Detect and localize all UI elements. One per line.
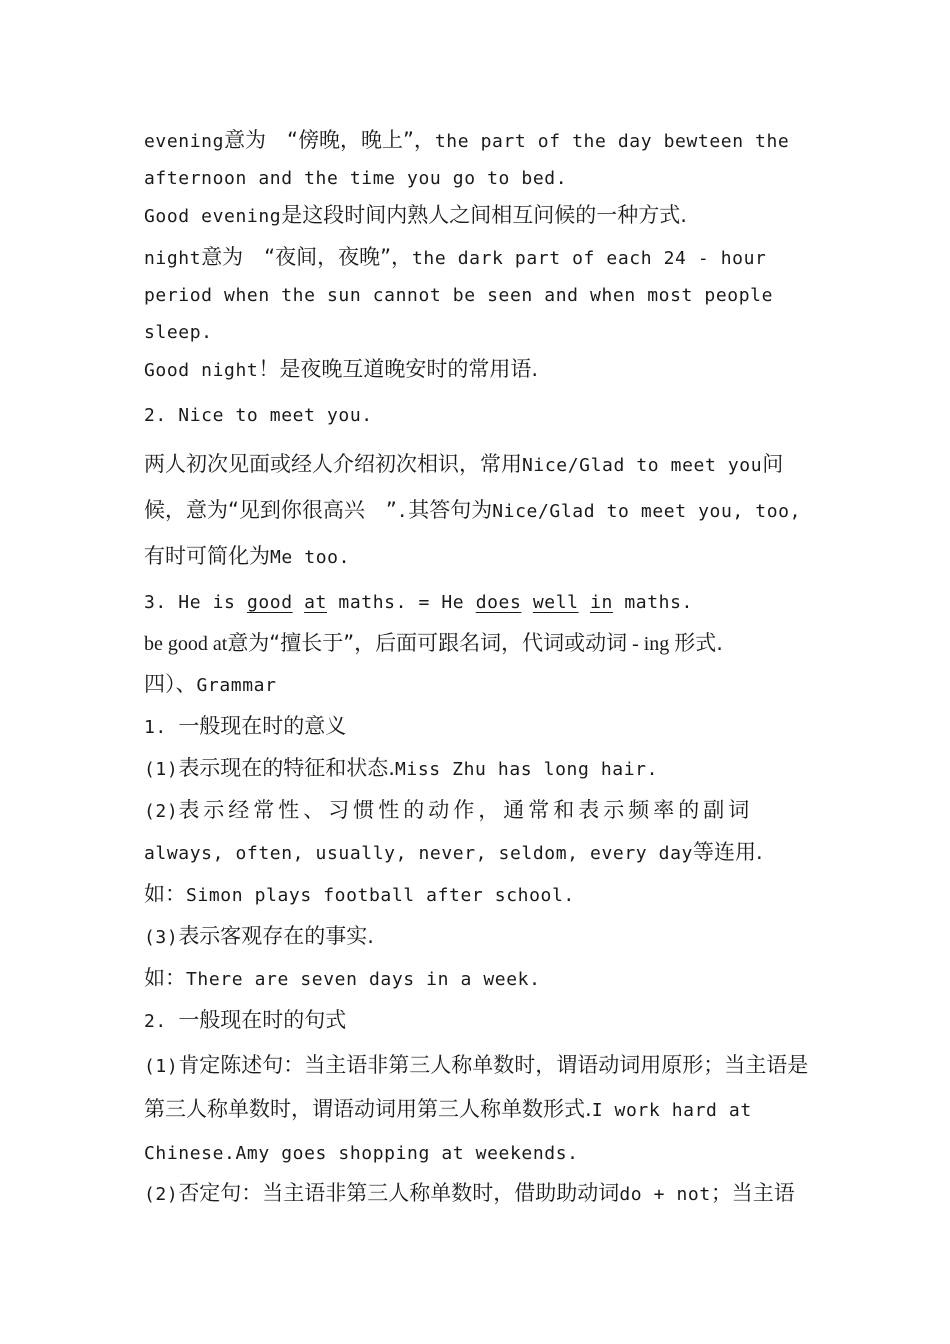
heading-present-meaning [144,708,810,746]
text-cjk: 表示现在的特征和状态. [178,756,395,780]
text-en: do + not [619,1184,711,1205]
text-cjk: 如： [144,882,186,906]
text-cjk: 一般现在时的意义 [178,714,347,738]
text-en: maths. [612,592,693,613]
example-sentence: Miss Zhu has long hair. [395,759,659,780]
text-cjk: ；当主语 [710,1181,795,1205]
example-sentence: There are seven days in a week. [186,969,541,990]
paragraph-negative [144,1175,810,1213]
underlined-in: in [590,592,613,613]
heading-present-forms [144,1002,810,1040]
space [521,592,532,613]
text-cjk: 肯定陈述句：当主语非第三人称单数时，谓语动词用原形；当主语是第三人称单数时，谓语动词用第三人称单数形式. [144,1053,809,1121]
text-cjk: 意为 “傍晚，晚上”， [224,128,435,152]
text-en: 3. He is [144,592,247,613]
document-page [144,122,810,1213]
text-cjk: 意为“擅长于”，后面可跟名词，代词或动词 [227,631,628,655]
text-en: (3) [144,927,179,948]
text-en: 1. [144,717,179,738]
text-cjk: 形式. [674,631,723,655]
text-cjk: 如： [144,966,186,990]
term-good-evening: Good evening [144,206,282,227]
heading-nice-to-meet-you [144,397,810,434]
text-cjk: 表示经常性、习惯性的动作，通常和表示频率的副词 [178,798,754,822]
underlined-at: at [304,592,327,613]
text-cjk: 等连用. [692,840,763,864]
text-en: Grammar [196,675,277,696]
paragraph-evening [144,122,810,197]
paragraph-affirmative [144,1044,810,1175]
adverb-list: always, often, usually, never, seldom, every day [144,843,693,864]
text-cjk: 意为 “夜间，夜晚”， [201,245,412,269]
space [579,592,590,613]
definition-night: the dark part of each 24 - hour period when the sun cannot be seen and when most people sleep. [144,248,774,343]
definition-evening: the part of the day bewteen the afternoon and the time you go to bed. [144,131,790,189]
section-heading-grammar [144,666,810,704]
text-cjk: 一般现在时的句式 [178,1008,347,1032]
example-simon [144,876,810,914]
paragraph-be-good-at [144,625,810,662]
paragraph-night [144,239,810,351]
paragraph-frequency-adverbs [144,834,810,872]
text-cjk: 问候，意为“见到你很高兴 ” [144,452,784,522]
paragraph-good-evening [144,197,810,235]
text-cjk: 是这段时间内熟人之间相互问候的一种方式. [281,203,687,227]
paragraph-nice-to-meet-you [144,442,810,580]
underlined-does: does [475,592,522,613]
text-en: Nice/Glad to meet you [522,455,763,476]
term-be-good-at: be good at [144,633,228,655]
text-cjk: 表示客观存在的事实. [178,924,374,948]
heading-good-at [144,584,810,621]
text-en: Nice/Glad to meet you, too, [492,501,801,522]
text-en: (2) [144,801,179,822]
space [293,592,304,613]
underlined-well: well [532,592,579,613]
paragraph-meaning-2 [144,792,810,830]
text-cjk: 两人初次见面或经人介绍初次相识，常用 [144,452,522,476]
text-cjk: 其答句为 [408,498,493,522]
text-en: (2) [144,1184,179,1205]
term-night: night [144,248,202,269]
example-sentence: Simon plays football after school. [186,885,575,906]
text-en: 2. Nice to meet you. [144,405,373,426]
example-sentence: I work hard at Chinese.Amy goes shopping at weekends. [144,1100,752,1164]
text-en: 2. [144,1011,179,1032]
text-cjk: 四）、 [144,672,197,696]
text-en: (1) [144,1056,179,1077]
paragraph-good-night [144,351,810,389]
underlined-good: good [246,592,293,613]
term-evening: evening [144,131,225,152]
example-seven-days [144,960,810,998]
paragraph-meaning-1 [144,750,810,788]
text-cjk: 否定句：当主语非第三人称单数时，借助助动词 [178,1181,620,1205]
text-en: Me too. [270,547,351,568]
paragraph-meaning-3 [144,918,810,956]
text-en: maths. = He [327,592,476,613]
text-en: . [396,501,409,522]
text-en: (1) [144,759,179,780]
term-good-night: Good night [144,360,259,381]
text-cjk: ！是夜晚互道晚安时的常用语. [258,357,539,381]
text-en: - ing [627,633,675,655]
text-cjk: 有时可简化为 [144,544,270,568]
